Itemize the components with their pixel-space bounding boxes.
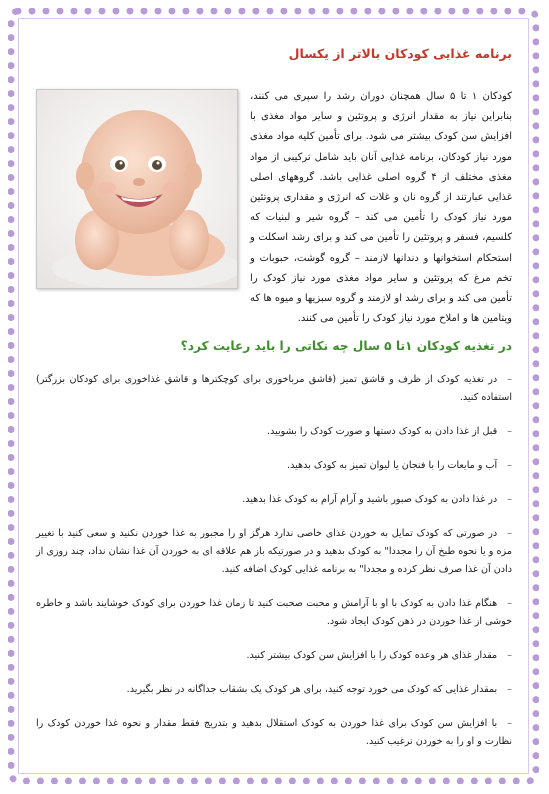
list-item: [36, 595, 512, 631]
tip-text: قبل از غذا دادن به کودک دستها و صورت کودک را بشویید.: [266, 426, 498, 438]
list-item: [36, 423, 512, 441]
tip-text: در تغذیه کودک از ظرف و قاشق تمیز (قاشق مرباخوری برای کوچکترها و قاشق غذاخوری برای کودکان بزرگتر) استفاده کنید.: [36, 374, 512, 404]
bullet: –: [507, 718, 512, 730]
tips-list: [36, 371, 512, 751]
bullet: –: [507, 460, 512, 472]
page-title: برنامه غذایی کودکان بالاتر از یکسال: [288, 46, 512, 61]
document-page: [36, 46, 512, 767]
list-item: [36, 491, 512, 509]
tip-text: با افزایش سن کودک برای غذا خوردن به کودک استقلال بدهید و بتدریج فقط مقدار و نحوه غذا خوردن کودک را نظارت و او را به خوردن ترغیب کنید.: [36, 718, 512, 748]
list-item: [36, 371, 512, 407]
bullet: –: [507, 598, 512, 610]
baby-illustration: [37, 90, 237, 288]
bullet: –: [507, 374, 512, 386]
section-subtitle: در تغذیه کودکان ۱تا ۵ سال چه نکاتی را باید رعایت کرد؟: [180, 339, 512, 354]
tip-text: در صورتی که کودک تمایل به خوردن غذای خاصی ندارد هرگز او را مجبور به غذا خوردن نکنید و سعی کنید با تغییر مزه و یا نحوه طبخ آن را مجددا" به کودک بدهید و در صورتیکه باز هم علاقه ای به خوردن آن غذا نشان نداد، چند روزی از دادن آن غذا صرف نظر کرده و مجددا" به برنامه غذایی کودک اضافه کنید.: [36, 528, 512, 576]
bullet: –: [507, 650, 512, 662]
list-item: [36, 647, 512, 665]
baby-photo: [36, 89, 238, 289]
bullet: –: [507, 494, 512, 506]
bullet: –: [507, 426, 512, 438]
bullet: –: [507, 528, 512, 540]
tip-text: بمقدار غذایی که کودک می خورد توجه کنید، برای هر کودک یک بشقاب جداگانه در نظر بگیرید.: [126, 684, 498, 696]
list-item: [36, 525, 512, 579]
tip-text: هنگام غذا دادن به کودک با او با آرامش و محبت صحبت کنید تا زمان غذا خوردن برای کودک خوشایند باشد و خاطره خوشی از غذا خوردن در ذهن کودک ایجاد شود.: [36, 598, 512, 628]
list-item: [36, 681, 512, 699]
tip-text: مقدار غذای هر وعده کودک را با افزایش سن کودک بیشتر کنید.: [246, 650, 498, 662]
tip-text: آب و مایعات را با فنجان یا لیوان تمیز به کودک بدهید.: [287, 460, 498, 472]
intro-paragraph: کودکان ۱ تا ۵ سال همچنان دوران رشد را سپری می کنند، بنابراین نیاز به مقدار انرژی و پروتئین و سایر مواد مغذی با افزایش سن کودک بیشتر می شود. برای تأمین کلیه مواد مغذی مورد نیاز کودکان، برنامه غذایی آنان باید شامل ترکیبی از مواد مغذی مختلف از ۴ گروه اصلی غذایی باشد. گروههای اصلی غذایی عبارتند از گروه نان و غلات که انرژی و مقداری پروتئین مورد نیاز کودک را تأمین می کند – گروه شیر و لبنیات که کلسیم، فسفر و پروتئین را تأمین می کند و برای رشد اسکلت و استحکام استخوانها و دندانها لازمند – گروه گوشت، حبوبات و تخم مرغ که پروتئین و سایر مواد مغذی مورد نیاز کودک را تأمین می کند و برای رشد او لازمند و گروه سبزیها و میوه ها که ویتامین ها و املاح مورد نیاز کودک را تأمین می کنند.: [250, 91, 513, 325]
list-item: [36, 457, 512, 475]
tip-text: در غذا دادن به کودک صبور باشید و آرام آرام به کودک غذا بدهید.: [242, 494, 498, 506]
list-item: [36, 715, 512, 751]
bullet: –: [507, 684, 512, 696]
